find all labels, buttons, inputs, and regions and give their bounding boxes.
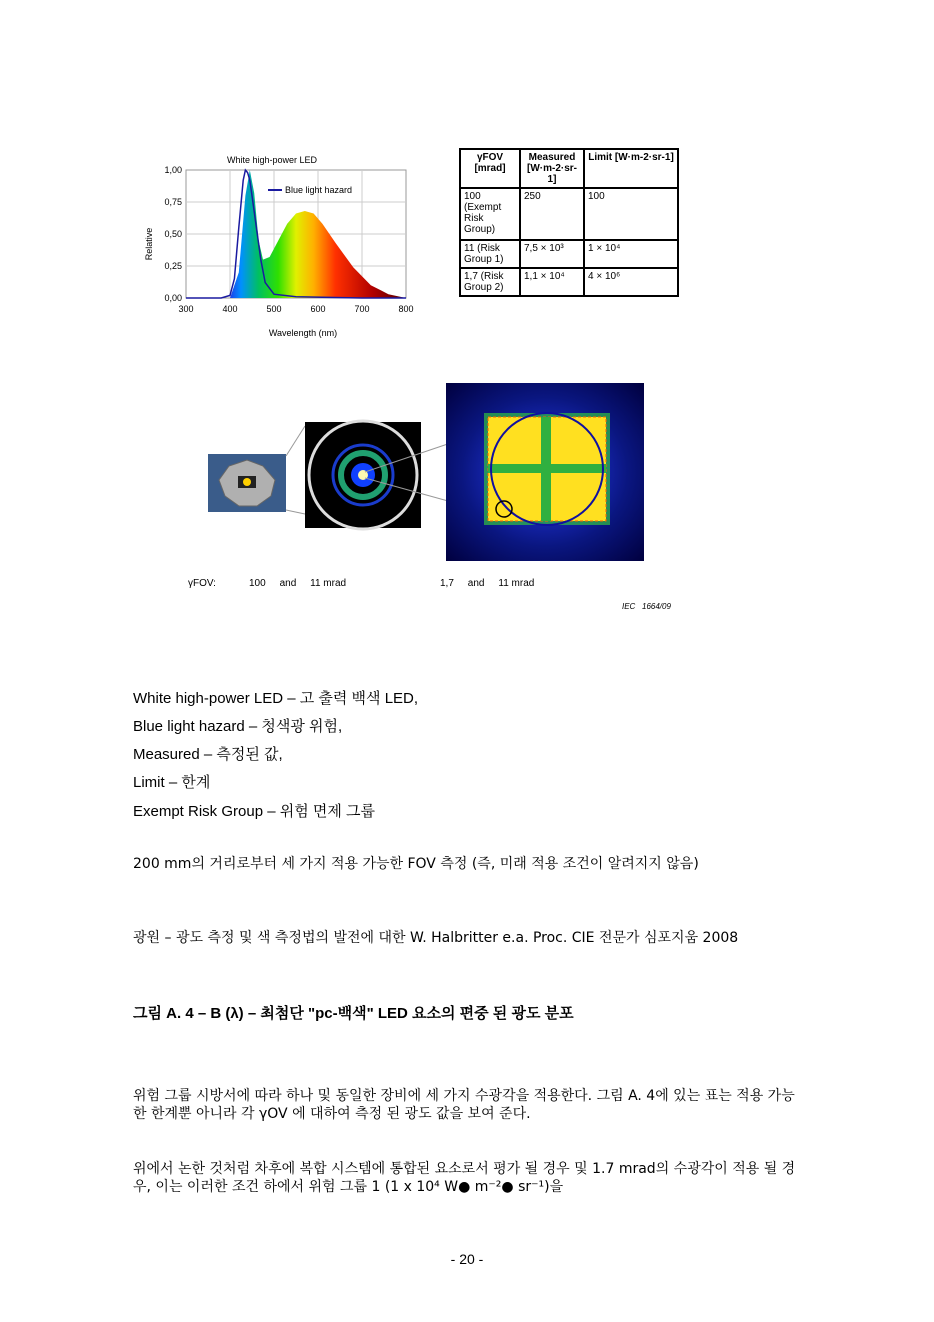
legend-line: White high-power LED – 고 출력 백색 LED, (133, 690, 419, 707)
x-tick: 600 (310, 304, 326, 314)
table-cell: 100 (584, 188, 678, 240)
table-cell: 1 × 10⁴ (584, 240, 678, 268)
legend-line: Blue light hazard – 청색광 위험, (133, 718, 343, 735)
table-cell: 100 (Exempt Risk Group) (460, 188, 520, 240)
table-row (460, 240, 678, 268)
table-cell: 1,1 × 10⁴ (520, 268, 584, 296)
risk-table-wrap (459, 148, 679, 297)
x-tick: 800 (398, 304, 414, 314)
header-fov: γFOV [mrad] (460, 149, 520, 188)
legend-line: Exempt Risk Group – 위험 면제 그룹 (133, 803, 375, 820)
zoom-line (286, 426, 305, 456)
table-row (460, 188, 678, 240)
y-tick: 0,25 (164, 261, 182, 271)
iec-reference: IEC 1664/09 (622, 602, 671, 611)
x-tick-labels (178, 304, 413, 314)
table-row (460, 268, 678, 296)
legend-label: Blue light hazard (285, 185, 353, 195)
led-zoom-image (305, 421, 421, 529)
paragraph-fov: 200 mm의 거리로부터 세 가지 적용 가능한 FOV 측정 (즉, 미래 적용 조건이 알려지지 않음) (133, 856, 699, 872)
table-cell: 250 (520, 188, 584, 240)
header-limit: Limit [W·m-2·sr-1] (584, 149, 678, 188)
spectrum-chart (140, 150, 430, 350)
chart-title: White high-power LED (227, 155, 318, 165)
y-tick: 0,00 (164, 293, 182, 303)
spectrum-chart-svg (140, 150, 430, 350)
y-tick: 0,50 (164, 229, 182, 239)
table-cell: 7,5 × 10³ (520, 240, 584, 268)
x-axis-label: Wavelength (nm) (268, 328, 338, 338)
table-cell: 4 × 10⁶ (584, 268, 678, 296)
legend-line: Measured – 측정된 값, (133, 746, 283, 763)
y-tick-labels (164, 165, 182, 303)
x-tick: 500 (266, 304, 282, 314)
y-tick: 1,00 (164, 165, 182, 175)
luminance-map-image (446, 383, 644, 561)
x-tick: 300 (178, 304, 194, 314)
table-header-row (460, 149, 678, 188)
zoom-line (286, 510, 305, 514)
page-number: - 20 - (450, 1251, 484, 1267)
led-photo (208, 454, 286, 512)
led-images-svg (205, 380, 655, 570)
paragraph-source: 광원 – 광도 측정 및 색 측정법의 발전에 대한 W. Halbritter e.a. Proc. CIE 전문가 심포지움 2008 (133, 930, 739, 946)
y-axis-label: Relative (144, 227, 154, 261)
x-tick: 400 (222, 304, 238, 314)
y-tick: 0,75 (164, 197, 182, 207)
fov-label-right: 1,7 and 11 mrad (440, 578, 535, 589)
paragraph-risk-group: 위험 그룹 시방서에 따라 하나 및 동일한 장비에 세 가지 수광각을 적용한다. 그림 A. 4에 있는 표는 적용 가능한 한계뿐 아니라 각 γOV 에 대하여 측정 된 광도 값을 보여 준다. (133, 1088, 795, 1122)
table-cell: 1,7 (Risk Group 2) (460, 268, 520, 296)
paragraph-assessment: 위에서 논한 것처럼 차후에 복합 시스템에 통합된 요소로서 평가 될 경우 및 1.7 mrad의 수광각이 적용 될 경우, 이는 이러한 조건 하에서 위험 그룹 1 (1 x 10⁴ W● m⁻²● sr⁻¹)을 (133, 1161, 796, 1195)
legend-line: Limit – 한계 (133, 774, 211, 791)
fov-label-prefix: γFOV: (188, 578, 216, 589)
header-measured: Measured [W·m-2·sr-1] (520, 149, 584, 188)
led-images (205, 380, 655, 570)
figure-caption: 그림 A. 4 – B (λ) – 최첨단 "pc-백색" LED 요소의 편중 된 광도 분포 (133, 1005, 574, 1022)
risk-table (459, 148, 679, 297)
x-tick: 700 (354, 304, 370, 314)
table-cell: 11 (Risk Group 1) (460, 240, 520, 268)
fov-label-left: 100 and 11 mrad (249, 578, 347, 589)
